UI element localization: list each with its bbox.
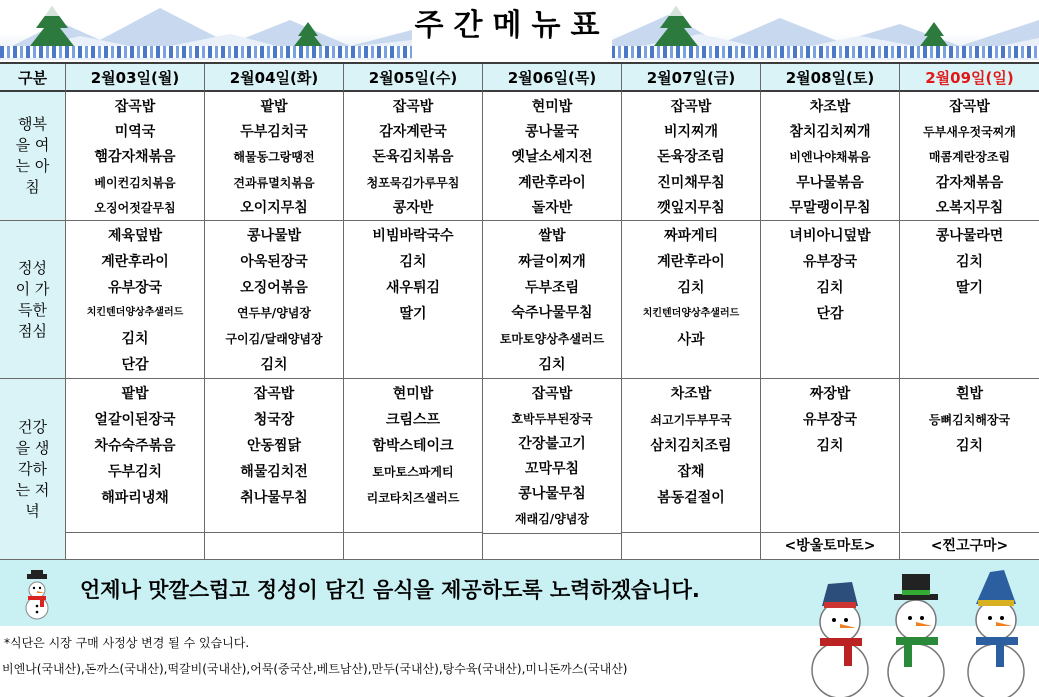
- menu-item-extra-empty: [205, 532, 343, 559]
- menu-item: 딸기: [955, 280, 984, 296]
- menu-item: 깻잎지무침: [657, 199, 725, 216]
- menu-item-extra: <방울토마토>: [761, 532, 899, 559]
- menu-item: 봄동겉절이: [657, 490, 725, 506]
- menu-item: 오징어볶음: [240, 279, 308, 296]
- menu-item: 계란후라이: [518, 174, 586, 191]
- menu-item: 재래김/양념장: [515, 512, 589, 526]
- menu-item: 김치: [955, 438, 984, 454]
- notice-text: *식단은 시장 구매 사정상 변경 될 수 있습니다.: [4, 636, 250, 650]
- spacer: [901, 459, 1039, 530]
- menu-item: 감자계란국: [379, 124, 447, 141]
- menu-cell: [66, 221, 205, 379]
- origin-info: 비엔나(국내산),돈까스(국내산),떡갈비(국내산),어묵(중국산,베트남산),만두(국내산),탕수육(국내산),미니돈까스(국내산): [2, 662, 628, 676]
- menu-item: 견과류멸치볶음: [233, 175, 315, 190]
- menu-item: 김치: [399, 254, 427, 270]
- meal-label: [0, 92, 66, 221]
- menu-item-extra: <찐고구마>: [901, 532, 1039, 559]
- menu-item: 현미밥: [392, 386, 434, 402]
- menu-cell: [761, 379, 900, 560]
- spacer: [205, 511, 343, 530]
- menu-cell: [622, 92, 761, 221]
- menu-item: 호박두부된장국: [511, 412, 593, 426]
- column-header-day: 2월04일(화): [205, 64, 344, 92]
- spacer: [622, 511, 760, 530]
- menu-cell: [900, 92, 1039, 221]
- menu-item: 미역국: [114, 124, 156, 141]
- menu-item: 오징어젓갈무침: [94, 200, 176, 215]
- menu-item: 숙주나물무침: [511, 305, 593, 322]
- menu-item: 팥밥: [121, 386, 149, 402]
- menu-item: 두부새우젓국찌개: [923, 125, 1016, 140]
- menu-item: 잡곡밥: [949, 99, 990, 115]
- menu-item: 치킨텐더양상추샐러드: [642, 308, 740, 319]
- menu-item: 단감: [816, 306, 844, 322]
- meal-label-text: 건강을 생각하는 저녁: [15, 417, 50, 520]
- column-header-category: 구분: [0, 64, 66, 92]
- menu-item: 녀비아니덮밥: [789, 228, 871, 244]
- menu-item: 비지찌개: [663, 124, 719, 141]
- menu-item: 두부조림: [524, 279, 580, 296]
- menu-item: 무나물볶음: [796, 174, 864, 191]
- menu-item: 잡곡밥: [253, 386, 295, 402]
- menu-cell: [622, 221, 761, 379]
- menu-cell: [344, 221, 483, 379]
- menu-item: 구이김/달래양념장: [225, 332, 323, 347]
- menu-cell: [483, 221, 622, 379]
- menu-cell: [205, 379, 344, 560]
- menu-item: 팥밥: [260, 99, 288, 115]
- menu-item: 토마토양상추샐러드: [499, 332, 605, 347]
- page-header: [0, 0, 1039, 60]
- menu-item: 크림스프: [385, 412, 441, 428]
- menu-item: 김치: [816, 438, 844, 454]
- menu-cell: [622, 379, 761, 560]
- menu-item: 계란후라이: [657, 254, 725, 270]
- menu-item: 제육덮밥: [107, 228, 163, 244]
- menu-item: 짜파게티: [663, 228, 719, 244]
- menu-item: 베이컨김치볶음: [94, 175, 176, 190]
- menu-item: 간장불고기: [518, 436, 586, 452]
- menu-item: 잡곡밥: [114, 99, 156, 115]
- menu-item: 해파리냉채: [101, 490, 169, 506]
- menu-cell: [205, 92, 344, 221]
- page-title: 주간메뉴표: [414, 8, 610, 43]
- menu-item: 쇠고기두부무국: [650, 413, 732, 427]
- menu-item: 현미밥: [531, 99, 573, 115]
- menu-item: 돌자반: [531, 199, 573, 216]
- menu-item: 해물김치전: [240, 464, 308, 480]
- spacer: [66, 511, 204, 530]
- menu-item: 콩나물무침: [518, 486, 586, 502]
- column-header-day: 2월05일(수): [344, 64, 483, 92]
- menu-item: 짜글이찌개: [518, 253, 586, 270]
- meal-label-text: 정성이 가득한 점심: [15, 258, 50, 340]
- menu-item: 연두부/양념장: [237, 306, 311, 321]
- menu-item: 청국장: [253, 412, 295, 428]
- menu-item: 참치김치찌개: [789, 124, 871, 141]
- column-header-day: 2월08일(토): [761, 64, 900, 92]
- menu-item: 쌀밥: [538, 228, 566, 244]
- menu-item: 안동찜닭: [246, 438, 302, 454]
- menu-item-extra-empty: [66, 532, 204, 559]
- menu-cell: [66, 379, 205, 560]
- menu-item: 무말랭이무침: [789, 199, 871, 216]
- menu-item: 청포묵김가루무침: [366, 175, 460, 190]
- menu-item: 오이지무침: [240, 199, 308, 216]
- meal-label-text: 행복을 여는 아침: [15, 115, 50, 196]
- spacer: [344, 511, 482, 530]
- menu-cell: [344, 379, 483, 560]
- column-header-day: 2월07일(금): [622, 64, 761, 92]
- menu-item: 리코타치즈샐러드: [366, 491, 460, 505]
- menu-item: 김치: [816, 280, 844, 296]
- menu-item: 감자채볶음: [935, 174, 1004, 191]
- menu-item: 김치: [538, 357, 566, 374]
- menu-item: 짜장밥: [809, 386, 851, 402]
- menu-item: 새우튀김: [385, 280, 441, 296]
- snowman-icon: [888, 574, 944, 697]
- menu-item: 아욱된장국: [240, 253, 308, 270]
- menu-cell: [761, 92, 900, 221]
- menu-item: 두부김치국: [240, 124, 308, 141]
- menu-item: 치킨텐더양상추샐러드: [86, 307, 184, 319]
- menu-item: 차조밥: [670, 386, 712, 402]
- weekly-menu-table: [0, 62, 1039, 562]
- menu-cell: [761, 221, 900, 379]
- menu-item: 콩나물라면: [935, 228, 1004, 244]
- menu-item: 두부김치: [107, 464, 163, 480]
- menu-item: 유부장국: [107, 279, 163, 296]
- spacer: [761, 459, 899, 530]
- menu-item: 비빔바락국수: [372, 228, 454, 244]
- menu-item: 콩나물밥: [246, 228, 302, 244]
- menu-item-extra-empty: [344, 532, 482, 559]
- menu-item: 매콤계란장조림: [928, 150, 1011, 165]
- column-header-day: 2월06일(목): [483, 64, 622, 92]
- menu-cell: [900, 379, 1039, 560]
- menu-item: 취나물무침: [240, 490, 308, 506]
- menu-cell: [66, 92, 205, 221]
- menu-item: 돈육김치볶음: [372, 149, 454, 166]
- menu-item: 단감: [121, 357, 149, 374]
- meal-label: [0, 221, 66, 379]
- menu-item: 차조밥: [809, 99, 851, 115]
- menu-item: 햄감자채볶음: [94, 149, 176, 166]
- menu-item: 흰밥: [955, 386, 984, 402]
- menu-item: 진미채무침: [657, 174, 725, 191]
- menu-item: 비엔나야채볶음: [789, 150, 871, 165]
- menu-item: 콩나물국: [524, 124, 580, 141]
- menu-item: 꼬막무침: [524, 461, 580, 477]
- menu-item: 해물동그랑땡전: [233, 150, 315, 165]
- menu-item: 김치: [677, 280, 705, 296]
- menu-item: 오복지무침: [935, 199, 1004, 216]
- menu-item: 잡곡밥: [670, 99, 712, 115]
- menu-item: 계란후라이: [101, 253, 169, 270]
- snowman-icon: [812, 582, 868, 697]
- menu-item: 잡채: [677, 464, 705, 480]
- menu-item: 토마토스파게티: [372, 465, 454, 479]
- menu-cell: [483, 92, 622, 221]
- menu-item: 콩자반: [392, 199, 434, 216]
- menu-item: 김치: [955, 254, 984, 270]
- menu-item: 유부장국: [802, 254, 858, 270]
- snowman-icon: [14, 570, 60, 620]
- snowman-icon: [968, 570, 1024, 697]
- menu-item: 옛날소세지전: [511, 149, 593, 166]
- column-header-day: 2월03일(월): [66, 64, 205, 92]
- menu-cell: [344, 92, 483, 221]
- menu-cell: [900, 221, 1039, 379]
- menu-item: 사과: [677, 332, 705, 348]
- meal-label: [0, 379, 66, 560]
- menu-item: 등뼈김치해장국: [928, 413, 1011, 427]
- menu-item: 삼치김치조림: [650, 438, 732, 454]
- menu-item: 딸기: [399, 306, 427, 322]
- menu-item-extra-empty: [622, 532, 760, 559]
- menu-item: 잡곡밥: [392, 99, 434, 115]
- menu-item: 김치: [121, 331, 149, 348]
- banner-message: 언제나 맛깔스럽고 정성이 담긴 음식을 제공하도록 노력하겠습니다.: [80, 578, 700, 602]
- menu-cell: [483, 379, 622, 560]
- menu-item: 유부장국: [802, 412, 858, 428]
- menu-item: 얼갈이된장국: [94, 412, 176, 428]
- menu-item: 잡곡밥: [531, 386, 573, 402]
- menu-item: 김치: [260, 357, 288, 374]
- snowmen-illustration: [798, 560, 1039, 697]
- menu-item: 함박스테이크: [372, 438, 454, 454]
- menu-item-extra-empty: [483, 533, 621, 559]
- menu-item: 차슈숙주볶음: [94, 438, 176, 454]
- column-header-sunday: 2월09일(일): [900, 64, 1039, 92]
- menu-cell: [205, 221, 344, 379]
- menu-item: 돈육장조림: [657, 149, 725, 166]
